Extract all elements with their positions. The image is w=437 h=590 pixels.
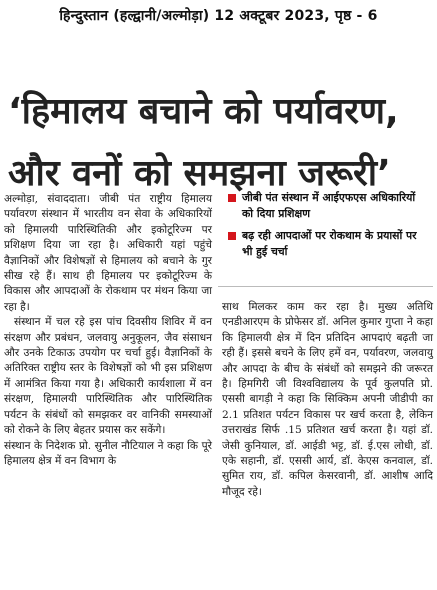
- square-bullet-icon: [228, 194, 236, 202]
- highlight-text: जीबी पंत संस्थान में आईएफएस अधिकारियों को दिया प्रशिक्षण: [242, 191, 416, 220]
- article-right-column: [222, 300, 433, 500]
- highlight-item: [228, 228, 428, 260]
- highlight-item: [228, 190, 428, 222]
- article-paragraph: संस्थान में चल रहे इस पांच दिवसीय शिविर में वन संरक्षण और प्रबंधन, जलवायु अनुकूलन, जैव संसाधन और उनके टिकाऊ उपयोग पर चर्चा हुई। वैज्ञानिकों के अतिरिक्त राष्ट्रीय स्तर के विशेषज्ञों को भी इस प्रशिक्षण में आमंत्रित किया गया है। अधिकारी कार्यशाला में वन संरक्षण, हिमालयी पारिस्थितिक और पारिस्थितिक पर्यटन के संबंधों को समझकर वर वानिकी समस्याओं को रोकने के लिए बेहतर प्रयास कर सकेंगे।: [4, 316, 212, 437]
- article-paragraph: संस्थान के निदेशक प्रो. सुनील नौटियाल ने कहा कि पूरे हिमालय क्षेत्र में वन विभाग के: [4, 439, 212, 467]
- highlights-box: [228, 190, 428, 286]
- article-left-column: [4, 192, 212, 469]
- headline-line-2: और वनों को समझना जरूरी’: [8, 153, 391, 195]
- article-paragraph: साथ मिलकर काम कर रहा है। मुख्य अतिथि एनडीआरएम के प्रोफेसर डॉ. अनिल कुमार गुप्ता ने कहा कि हिमालयी क्षेत्र में दिन प्रतिदिन आपदाएं बढ़ती जा रही हैं। इससे बचने के लिए हमें वन, पर्यावरण, जलवायु और आपदा के बीच के संबंधों को समझने की जरूरत है। हिमगिरी जी विश्वविद्यालय के पूर्व कुलपति प्रो. एससी बागड़ी ने कहा कि सिक्किम अपनी जीडीपी का 2.1 प्रतिशत पर्यटन विकास पर खर्च करता है, लेकिन उत्तराखंड सिर्फ .15 प्रतिशत खर्च करता है। यहां डॉ. जेसी कुनियाल, डॉ. आईडी भट्ट, डॉ. ई.एस लोधी, डॉ. एके सहानी, डॉ. एससी आर्य, डॉ. केएस कनवाल, डॉ. सुमित राय, डॉ. कपिल केसरवानी, डॉ. आशीष आदि मौजूद रहे।: [222, 301, 433, 498]
- headline: [8, 81, 433, 205]
- divider: [218, 286, 433, 287]
- highlight-text: बढ़ रही आपदाओं पर रोकथाम के प्रयासों पर भी हुई चर्चा: [242, 229, 417, 258]
- square-bullet-icon: [228, 232, 236, 240]
- headline-line-1: ‘हिमालय बचाने को पर्यावरण,: [8, 91, 399, 133]
- masthead-dateline: हिन्दुस्तान (हल्द्वानी/अल्मोड़ा) 12 अक्टूबर 2023, पृष्ठ - 6: [59, 8, 378, 24]
- article-paragraph: अल्मोड़ा, संवाददाता। जीबी पंत राष्ट्रीय हिमालय पर्यावरण संस्थान में भारतीय वन सेवा के अधिकारियों को हिमालयी पारिस्थितिकी और इकोटूरिज्म पर प्रशिक्षण दिया जा रहा है। अधिकारी यहां पहुंचे वैज्ञानिकों और विशेषज्ञों से हिमालय को बचाने के गुर सीख रहे हैं। साथ ही हिमालय पर इकोटूरिज्म के विकास और आपदाओं के रोकथाम पर मंथन किया जा रहा है।: [4, 193, 212, 313]
